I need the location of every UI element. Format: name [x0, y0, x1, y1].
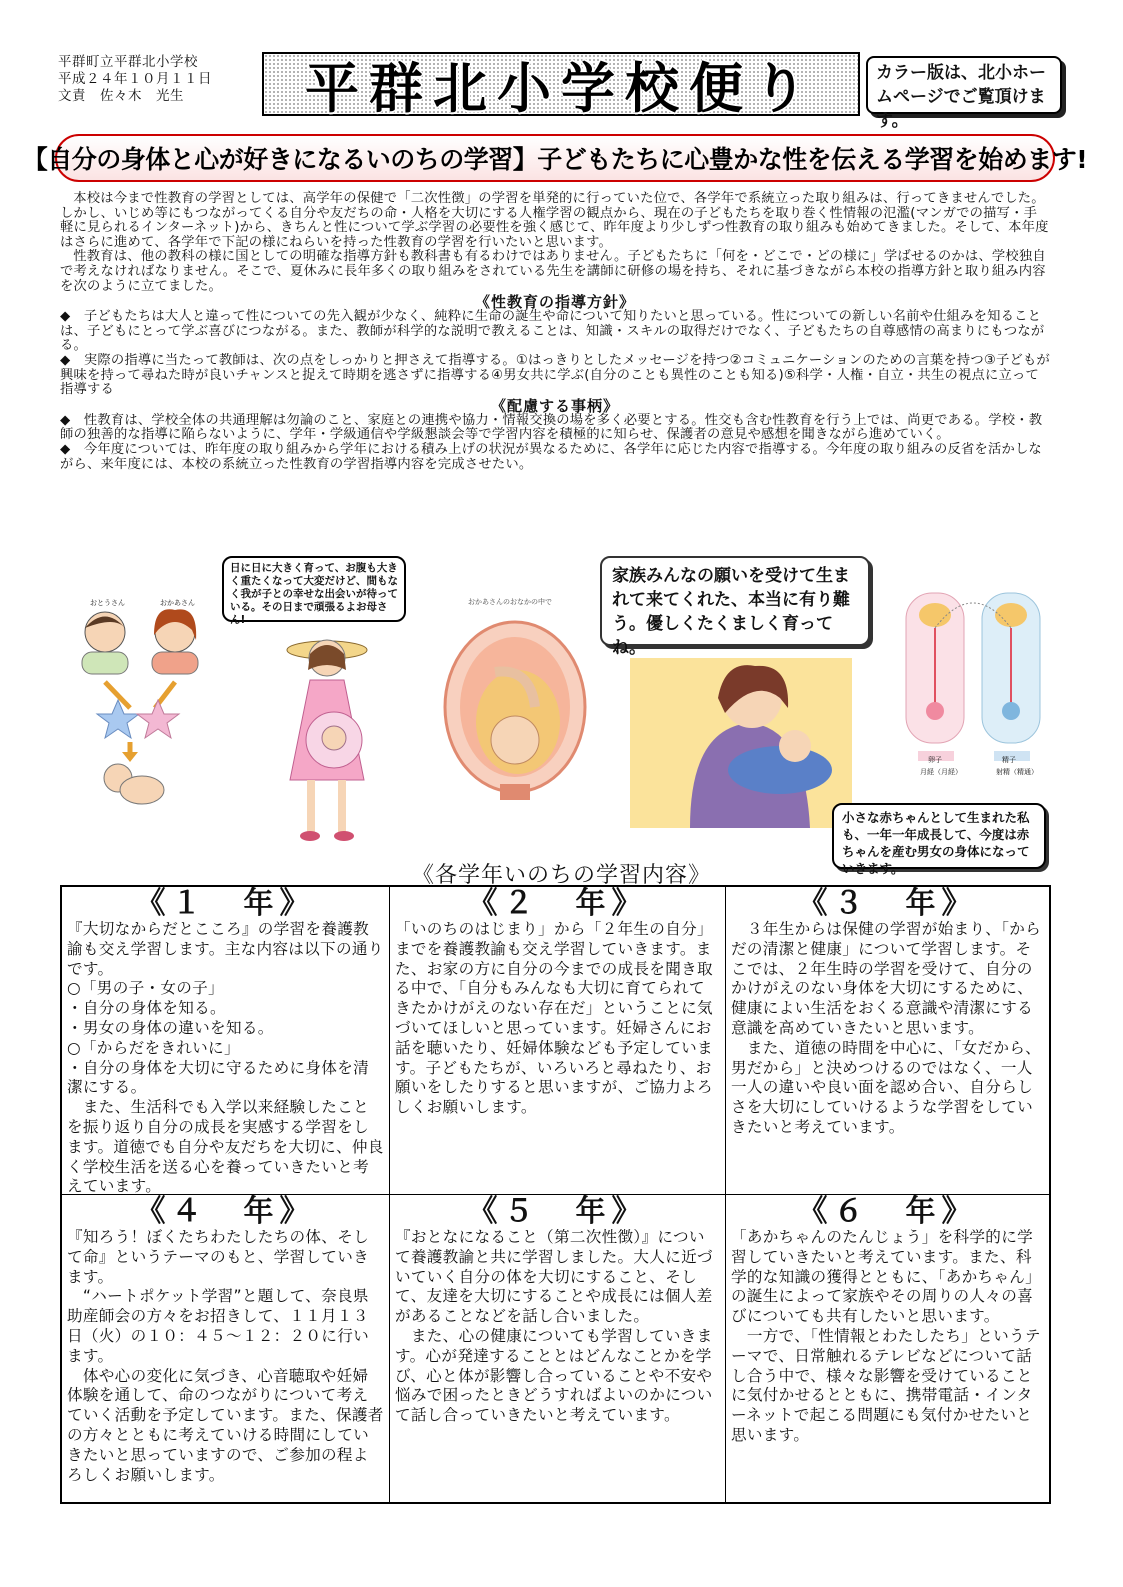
- headline-text: 【自分の身体と心が好きになるいのちの学習】子どもたちに心豊かな性を伝える学習を始めます!: [22, 145, 1088, 174]
- article-body: [60, 192, 1050, 472]
- parents-baby-illustration: [70, 600, 220, 810]
- grade-1-cell: [62, 887, 390, 1195]
- grade-6-text: 「あかちゃんのたんじょう」を科学的に学習していきたいと考えています。また、科学的な知識の獲得とともに、「あかちゃん」の誕生によって家族やその周りの人々の喜びについても共有したいと思います。 一方で、「性情報とわたしたち」というテーマで、日常触れるテレビなどについて話し合う中で、様々な影響を受けていることに気付かせるとともに、携帯電話・インターネットで起こる問題にも気付かせたいと思います。: [731, 1228, 1042, 1444]
- grade-3-title: 《３ 年》: [797, 887, 978, 921]
- grade-4-title: 《４ 年》: [135, 1195, 316, 1229]
- author: 文責 佐々木 光生: [58, 88, 184, 104]
- diagram-label-ejaculation: 射精（精通）: [996, 768, 1038, 776]
- body-systems-diagram: [898, 583, 1048, 783]
- grade-content-table: [60, 885, 1051, 1504]
- intro-paragraph-2: 性教育は、他の教科の様に国としての明確な指導方針も教科書も有るわけではありません。子どもたちに「何を・どこで・どの様に」学ばせるのかは、学校独自で考えなければなりません。そこで、夏休みに長年多くの取り組みをされている先生を講師に研修の場を持ち、それに基づきながら本校の指導方針と取り組み内容を次のように立てました。: [60, 249, 1046, 294]
- grade-5-title: 《５ 年》: [467, 1195, 648, 1229]
- grade-5-text: 『おとなになること（第二次性徴）』について養護教諭と共に学習しました。大人に近づいていく自分の体を大切にすること、そして、友達を大切にすることや成長には個人差があることなどを話し合いました。 また、心の健康についても学習していきます。心が発達することとはどんなことかを学び、心と体が影響し合っていることや不安や悩みで困ったときどうすればよいのかについて話し合っていきたいと考えています。: [395, 1228, 713, 1425]
- issue-date: 平成２４年１０月１１日: [58, 71, 212, 87]
- policy-item: ◆ 子どもたちは大人と違って性についての先入観が少なく、純粋に生命の誕生や命について知りたいと思っている。性についての新しい名前や仕組みを知ることは、子どもにとって学ぶ喜びにつながる。また、教師が科学的な説明で教えることは、知識・スキルの取得だけでなく、子どもたちの自尊感情の高まりにもつながる。: [60, 309, 1045, 354]
- grade-content-heading: 《各学年いのちの学習内容》: [411, 863, 711, 888]
- grade-3-cell: [726, 887, 1049, 1195]
- policy-heading: 《性教育の指導方針》: [474, 293, 635, 312]
- mother-label: おかあさん: [160, 599, 195, 607]
- grade-6-cell: [726, 1195, 1049, 1502]
- baby-growth-speech-bubble: 小さな赤ちゃんとして生まれた私も、一年一年成長して、今度は赤ちゃんを産む男女の身体になっていきます。: [832, 803, 1046, 869]
- diagram-label-sperm: 精子: [1002, 756, 1016, 764]
- diagram-label-ovum: 卵子: [928, 756, 942, 764]
- newsletter-title: 平群北小学校便り: [305, 56, 817, 120]
- grade-2-cell: [390, 887, 726, 1195]
- masthead: [262, 52, 860, 120]
- school-name: 平群町立平群北小学校: [58, 54, 198, 70]
- womb-diagram: [440, 612, 590, 802]
- grade-4-cell: [62, 1195, 390, 1502]
- grade-6-title: 《６ 年》: [797, 1195, 978, 1229]
- considerations-heading: 《配慮する事柄》: [490, 396, 619, 415]
- womb-caption: おかあさんのおなかの中で: [468, 598, 552, 606]
- headline-banner: [22, 134, 1088, 182]
- consideration-item: ◆ 今年度については、昨年度の取り組みから学年における積み上げの状況が異なるために、各学年に応じた内容で指導する。今年度の取り組みの反省を活かしながら、来年度には、本校の系統立った性教育の学習指導内容を完成させたい。: [60, 441, 1042, 472]
- intro-paragraph-1: 本校は今まで性教育の学習としては、高学年の保健で「二次性徴」の学習を単発的に行っていた位で、各学年で系統立った取り組みは、行ってきませんでした。しかし、いじめ等にもつながってくる自分や友だちの命・人格を大切にする人権学習の観点から、現在の子どもたちを取り巻く性情報の氾濫(マンガでの描写・手軽に見られるインターネット)から、きちんと性について学ぶ学習の必要性を強く感じて、昨年度より少しずつ性教育の取り組みも始めてきました。そして、本年度はさらに進めて、各学年で下記の様にねらいを持った性教育の学習を行いたいと思います。: [60, 191, 1049, 250]
- grade-1-text: 『大切なからだとこころ』の学習を養護教諭も交え学習します。主な内容は以下の通りです。 ○「男の子・女の子」 ・自分の身体を知る。 ・男女の身体の違いを知る。 ○「からだをきれいに」 ・自分の身体を大切に守るために身体を清潔にする。 また、生活科でも入学以来経験したことを振り返り自分の成長を実感する学習をします。道徳でも自分や友だちを大切に、仲良く学校生活を送る心を養っていきたいと考えています。: [67, 920, 384, 1195]
- grade-5-cell: [390, 1195, 726, 1502]
- school-info: [58, 54, 212, 105]
- grade-4-text: 『知ろう！ぼくたちわたしたちの体、そして命』というテーマのもと、学習していきます。 “ハートポケット学習”と題して、奈良県助産師会の方々をお招きして、１１月１３日（火）の１０：４５～１２：２０に行います。 体や心の変化に気づき、心音聴取や妊婦体験を通して、命のつながりについて考えていく活動を予定しています。また、保護者の方々とともに考えていける時間にしていきたいと思っていますので、ご参加の程よろしくお願いします。: [67, 1228, 384, 1484]
- grade-2-title: 《２ 年》: [467, 887, 648, 921]
- grade-2-text: 「いのちのはじまり」から「２年生の自分」までを養護教諭も交え学習していきます。また、お家の方に自分の今までの成長を聞き取る中で、「自分もみんなも大切に育てられてきたかけがえのない存在だ」ということに気づいてほしいと思っています。妊婦さんにお話を聴いたり、妊婦体験なども予定しています。子どもたちが、いろいろと尋ねたり、お願いをしたりすると思いますが、ご協力よろしくお願いします。: [395, 920, 713, 1117]
- mother-speech-bubble: 日に日に大きく育って、お腹も大きく重たくなって大変だけど、間もなく我が子との幸せな出会いが待っている。その日まで頑張るよお母さん!: [222, 556, 406, 622]
- grade-3-text: ３年生からは保健の学習が始まり、「からだの清潔と健康」について学習します。そこでは、２年生時の学習を受けて、自分のかけがえのない身体を大切にするために、健康によい生活をおくる意識や清潔にする意識を高めていきたいと思います。 また、道徳の時間を中心に、「女だから、男だから」と決めつけるのではなく、一人一人の違いや良い面を認め合い、自分らしさを大切にしていけるような学習をしていきたいと考えています。: [731, 920, 1042, 1136]
- family-speech-bubble: 家族みんなの願いを受けて生まれて来てくれた、本当に有り難う。優しくたくましく育ってね。: [600, 556, 870, 646]
- mother-holding-baby-illustration: [630, 658, 852, 828]
- diagram-label-menstruation: 月経（月経）: [920, 768, 962, 776]
- color-version-note: カラー版は、北小ホームページでご覧頂けます。: [866, 56, 1062, 114]
- policy-item: ◆ 実際の指導に当たって教師は、次の点をしっかりと押さえて指導する。①はっきりとしたメッセージを持つ②コミュニケーションのための言葉を持つ③子どもが興味を持って尋ねた時が良いチャンスと捉えて時期を逃さずに指導する④男女共に学ぶ(自分のことも異性のことも知る)⑤科学・人権・自立・共生の視点に立って指導する: [60, 352, 1050, 398]
- grade-1-title: 《１ 年》: [135, 887, 316, 921]
- consideration-item: ◆ 性教育は、学校全体の共通理解は勿論のこと、家庭との連携や協力・情報交換の場を多く必要とする。性交も含む性教育を行う上では、尚更である。学校・教師の独善的な指導に陥らないように、学年・学級通信や学級懇談会等で学習内容を積極的に知らせ、保護者の意見や感想を聞きながら進めていく。: [60, 412, 1043, 443]
- father-label: おとうさん: [90, 599, 125, 607]
- pregnant-mother-illustration: [272, 630, 382, 845]
